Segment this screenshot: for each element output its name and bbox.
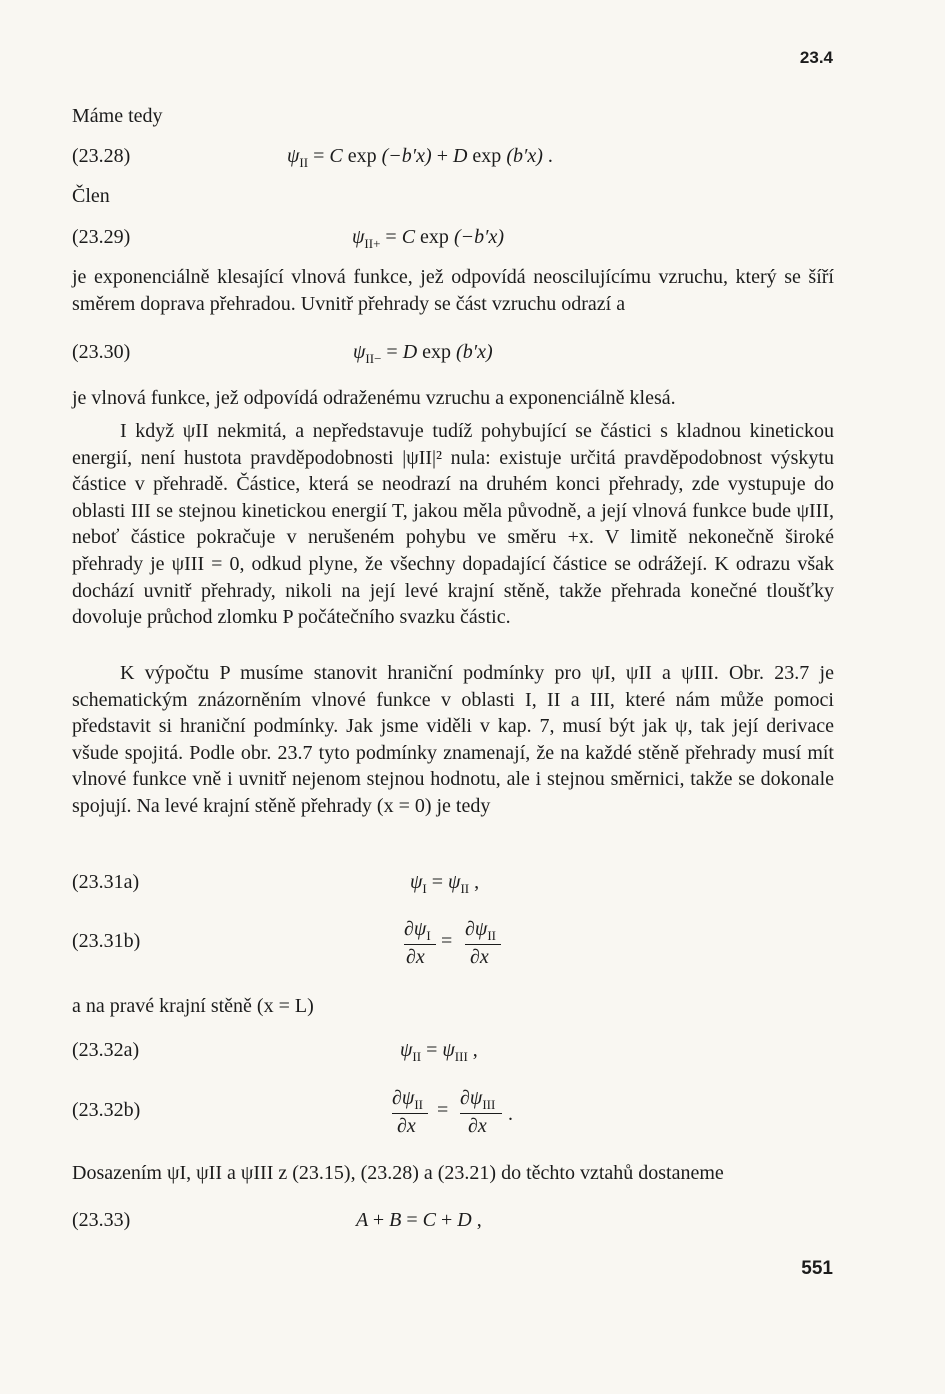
equation-23-29: $\psi_{II+} = C$ exp (−b′x) [352,226,505,251]
equals-sign: = [441,930,453,952]
fraction-dpsi1-dx: $\partial\psi_I$ ∂x [404,918,438,970]
paragraph: I když ψII nekmitá, a nepředstavuje tudíž pohybující se částici s kladnou kinetickou energií, není hustota pravděpodobnosti |ψII|² nula: existuje určitá pravděpodobnost výskytu částice v přehradě. Částice, která se neodrazí na druhém konci přehrady, zde vystupuje do oblasti III se stejnou kinetickou energií T, jakou měla původně, a její vlnová funkce bude ψIII, neboť částice pokračuje v nerušeném pohybu ve směru +x. V limitě nekonečně široké přehrady je ψIII = 0, odkud plyne, že všechny dopadající částice se odrážejí. K odrazu však dochází uvnitř přehrady, nikoli na její levé krajní stěně, takže přehrada konečné tloušťky dovoluje průchod zlomku P počátečního svazku částic. [72,420,834,629]
equation-label: (23.29) [72,226,131,248]
equation-label: (23.32a) [72,1039,140,1061]
fraction-dpsi2-dx: $\partial\psi_{II}$ ∂x [392,1087,432,1139]
equation-23-31a: $\psi_I = \psi_{II}$ , [410,871,480,896]
paragraph: je exponenciálně klesající vlnová funkce, jež odpovídá neoscilujícímu vzruchu, který se šíří směrem doprava přehradou. Uvnitř přehrady se část vzruchu odrazí a [72,266,834,315]
equation-23-32a: $\psi_{II} = \psi_{III}$ , [400,1039,478,1064]
fraction-dpsi3-dx: $\partial\psi_{III}$ ∂x [460,1087,506,1139]
equation-23-28: $\psi_{II} = C$ exp (−b′x) + D exp (b′x) . [287,145,553,170]
equation-label: (23.31b) [72,930,141,952]
equation-23-33: A + B = C + D , [356,1209,482,1231]
page-number: 551 [801,1258,833,1279]
equals-sign: = [437,1099,449,1121]
equation-23-30: $\psi_{II-} = D$ exp (b′x) [353,341,493,366]
text-line-na-prave: a na pravé krajní stěně (x = L) [72,995,314,1017]
equation-label: (23.28) [72,145,131,167]
equation-label: (23.32b) [72,1099,141,1121]
equation-label: (23.33) [72,1209,131,1231]
section-number: 23.4 [799,48,833,67]
text-line-mame-tedy: Máme tedy [72,105,163,127]
period: . [508,1103,513,1125]
equation-label: (23.31a) [72,871,140,893]
equation-label: (23.30) [72,341,131,363]
paragraph: je vlnová funkce, jež odpovídá odraženému vzruchu a exponenciálně klesá. [72,387,676,409]
paragraph: K výpočtu P musíme stanovit hraniční podmínky pro ψI, ψII a ψIII. Obr. 23.7 je schematickým znázorněním vlnové funkce v oblasti I, II a III, které nám může pomoci představit si hraniční podmínky. Jak jsme viděli v kap. 7, musí být jak ψ, tak její derivace všude spojitá. Podle obr. 23.7 tyto podmínky znamenají, že na každé stěně přehrady musí mít vlnové funkce vně i uvnitř nejenom stejnou hodnotu, ale i stejnou směrnici, takže se dokonale spojují. Na levé krajní stěně přehrady (x = 0) je tedy [72,662,834,817]
fraction-dpsi2-dx: $\partial\psi_{II}$ ∂x [465,918,505,970]
text-line-clen: Člen [72,185,110,207]
text-line-dosazenim: Dosazením ψI, ψII a ψIII z (23.15), (23.28) a (23.21) do těchto vztahů dostaneme [72,1162,724,1184]
